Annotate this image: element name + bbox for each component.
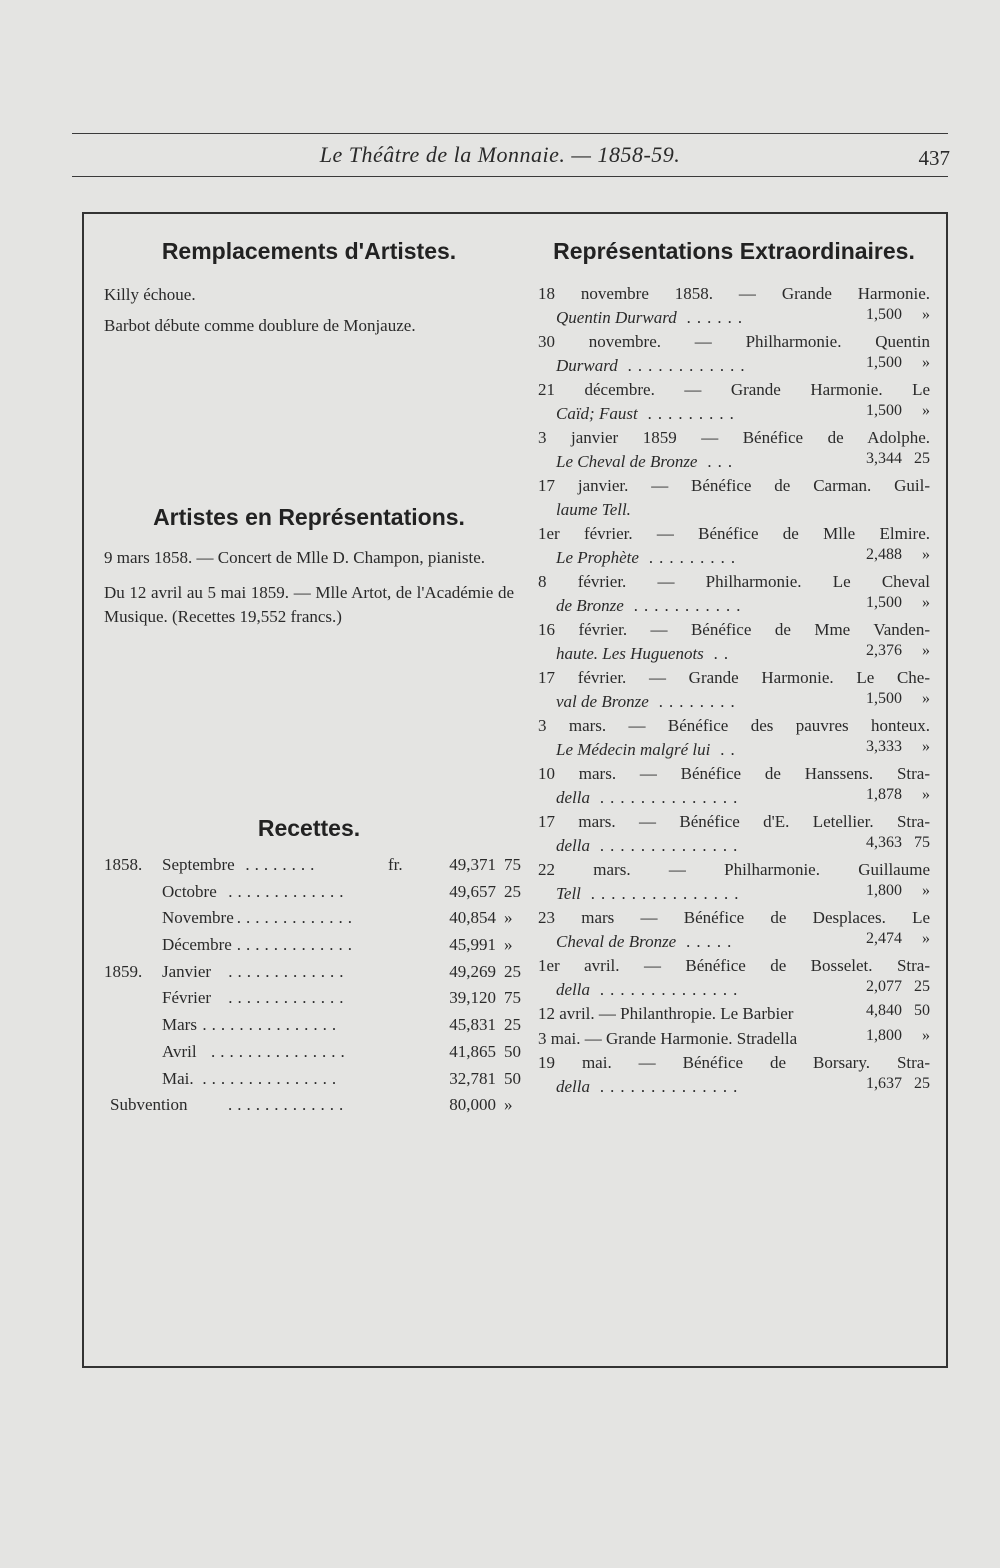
entry-amount: 1,500 xyxy=(866,353,902,371)
extraordinaires-list xyxy=(538,282,930,1098)
leader-dots: ........ xyxy=(648,691,742,711)
entry-cents: » xyxy=(922,641,930,659)
recettes-month: Février xyxy=(162,988,212,1008)
representation-entry xyxy=(538,618,930,665)
entry-title: della xyxy=(556,835,590,855)
entry-title: val de Bronze xyxy=(556,691,649,711)
remplacement-line-1: Killy échoue. xyxy=(104,285,196,304)
leader-dots: ............... xyxy=(211,1041,350,1061)
recettes-month: Décembre xyxy=(162,935,232,955)
representation-entry xyxy=(538,1051,930,1098)
leader-dots: ............. xyxy=(236,908,358,928)
recettes-month: Octobre xyxy=(162,881,217,901)
recettes-year: 1858. xyxy=(104,855,143,874)
recettes-month: Subvention xyxy=(110,1095,188,1115)
representation-entry xyxy=(538,810,930,857)
leader-dots: ......... xyxy=(637,403,741,423)
entry-cents: » xyxy=(922,737,930,755)
recettes-year: 1859. xyxy=(104,961,143,981)
representation-entry xyxy=(538,954,930,1001)
representation-entry xyxy=(538,330,930,377)
representation-entry xyxy=(538,1002,930,1026)
recettes-row xyxy=(104,1041,521,1069)
entry-cents: » xyxy=(922,785,930,803)
entry-line-1: 3 janvier 1859 — Bénéfice de Adolphe. xyxy=(538,428,930,447)
leader-dots: ............... xyxy=(202,1068,342,1088)
leader-dots: .............. xyxy=(590,979,744,999)
recettes-row xyxy=(104,1095,514,1122)
leader-dots: .............. xyxy=(590,787,744,807)
entry-title: della xyxy=(556,787,590,807)
header-rule-top xyxy=(72,133,948,134)
entry-line-1: 10 mars. — Bénéfice de Hanssens. Stra- xyxy=(538,764,930,783)
running-header-title: Le Théâtre de la Monnaie. — 1858-59. xyxy=(319,142,681,167)
leader-dots: ............... xyxy=(580,883,745,903)
representation-entry xyxy=(538,474,930,521)
recettes-amount: 80,000 xyxy=(449,1095,496,1115)
entry-title: Le Cheval de Bronze xyxy=(556,451,698,471)
entry-line-2 xyxy=(538,498,930,522)
entry-line-1: 17 février. — Grande Harmonie. Le Che- xyxy=(538,668,930,687)
entry-title: Quentin Durward xyxy=(556,307,677,327)
leader-dots: ...... xyxy=(676,307,749,327)
entry-amount: 2,376 xyxy=(866,641,902,659)
leader-dots: .............. xyxy=(590,835,744,855)
entry-line-1: 12 avril. — Philanthropie. Le Barbier xyxy=(538,1004,794,1023)
entry-line-1: 3 mars. — Bénéfice des pauvres honteux. xyxy=(538,716,930,735)
representation-entry xyxy=(538,282,930,329)
entry-title: Le Médecin malgré lui xyxy=(556,739,711,759)
entry-cents: » xyxy=(922,689,930,707)
entry-cents: » xyxy=(922,353,930,371)
entry-amount: 1,878 xyxy=(866,785,902,803)
extraordinaires-heading: Représentations Extraordinaires. xyxy=(553,238,915,264)
entry-line-1: 18 novembre 1858. — Grande Harmonie. xyxy=(538,284,930,303)
leader-dots: ..... xyxy=(676,931,738,951)
entry-cents: » xyxy=(922,929,930,947)
recettes-cents: 50 xyxy=(504,1068,521,1088)
recettes-row xyxy=(104,961,521,989)
entry-line-1: 17 mars. — Bénéfice d'E. Letellier. Stra- xyxy=(538,812,930,831)
entry-title: Caïd; Faust xyxy=(556,403,638,423)
recettes-table xyxy=(104,855,521,1122)
leader-dots: ......... xyxy=(638,547,742,567)
leader-dots: ... xyxy=(697,451,739,471)
artistes-heading: Artistes en Représentations. xyxy=(153,504,465,530)
recettes-amount: 49,657 xyxy=(449,881,496,901)
artistes-paragraph-1: 9 mars 1858. — Concert de Mlle D. Champon, pianiste. xyxy=(104,548,486,567)
recettes-row xyxy=(104,908,514,935)
leader-dots: .. xyxy=(703,643,735,663)
entry-amount: 1,637 xyxy=(866,1074,902,1092)
recettes-month: Avril xyxy=(162,1041,197,1061)
recettes-amount: 45,991 xyxy=(449,935,496,955)
recettes-cents: 75 xyxy=(504,855,521,874)
representation-entry xyxy=(538,1027,930,1051)
remplacement-line-2: Barbot débute comme doublure de Monjauze. xyxy=(104,316,416,335)
recettes-amount: 32,781 xyxy=(449,1068,496,1088)
entry-amount: 2,474 xyxy=(866,929,902,947)
representation-entry xyxy=(538,426,930,473)
recettes-cents: 25 xyxy=(504,881,521,901)
artistes-paragraph-2: Du 12 avril au 5 mai 1859. — Mlle Artot, de l'Académie de Musique. (Recettes 19,552 francs.) xyxy=(104,583,514,626)
recettes-month: Janvier xyxy=(162,961,212,981)
entry-amount: 2,077 xyxy=(866,977,902,995)
leader-dots: .. xyxy=(710,739,742,759)
entry-cents: » xyxy=(922,593,930,611)
entry-title: Tell xyxy=(556,883,581,903)
recettes-amount: 39,120 xyxy=(449,988,496,1008)
recettes-row xyxy=(104,1015,521,1042)
recettes-amount: 49,269 xyxy=(449,961,496,981)
entry-amount: 3,333 xyxy=(866,737,902,755)
representation-entry xyxy=(538,666,930,713)
leader-dots: ............. xyxy=(228,881,349,901)
representation-entry xyxy=(538,858,930,905)
entry-title: de Bronze xyxy=(556,595,624,615)
recettes-month: Septembre xyxy=(162,855,235,874)
representation-entry xyxy=(538,570,930,617)
representation-entry xyxy=(538,906,930,953)
header-rule-bottom xyxy=(72,176,948,177)
entry-amount: 1,500 xyxy=(866,305,902,323)
entry-amount: 1,500 xyxy=(866,593,902,611)
recettes-row xyxy=(104,935,514,962)
leader-dots: ............. xyxy=(228,961,349,981)
entry-title: haute. Les Huguenots xyxy=(556,643,704,663)
recettes-cents: » xyxy=(504,1095,513,1115)
representation-entry xyxy=(538,714,930,761)
entry-title: Cheval de Bronze xyxy=(556,931,677,951)
recettes-row xyxy=(104,1068,521,1096)
recettes-row xyxy=(104,988,521,1015)
leader-dots: .............. xyxy=(590,1076,744,1096)
entry-title: laume Tell. xyxy=(556,499,631,519)
entry-cents: 50 xyxy=(914,1002,930,1019)
entry-amount: 2,488 xyxy=(866,545,902,563)
left-column xyxy=(104,232,514,842)
leader-dots: ............... xyxy=(202,1015,342,1035)
leader-dots: ............. xyxy=(236,935,358,955)
entry-amount: 1,800 xyxy=(866,881,902,899)
recettes-cents: 75 xyxy=(504,988,521,1008)
entry-amount: 1,500 xyxy=(866,401,902,419)
entry-title: Durward xyxy=(556,355,618,375)
entry-cents: » xyxy=(922,881,930,899)
entry-line-1: 22 mars. — Philharmonie. Guillaume xyxy=(538,860,930,879)
entry-cents: » xyxy=(922,545,930,563)
page-number: 437 xyxy=(918,146,950,170)
entry-cents: 25 xyxy=(914,449,930,467)
entry-amount: 1,500 xyxy=(866,689,902,707)
currency-label: fr. xyxy=(388,855,403,874)
leader-dots: ........ xyxy=(245,855,320,874)
entry-line-1: 1er avril. — Bénéfice de Bosselet. Stra- xyxy=(538,956,930,975)
entry-title: della xyxy=(556,979,590,999)
entry-title: della xyxy=(556,1076,590,1096)
entry-amount: 4,840 xyxy=(866,1002,902,1019)
entry-line-1: 23 mars — Bénéfice de Desplaces. Le xyxy=(538,908,930,927)
entry-cents: » xyxy=(922,401,930,419)
entry-line-1: 8 février. — Philharmonie. Le Cheval xyxy=(538,572,930,591)
representation-entry xyxy=(538,522,930,569)
entry-title: Le Prophète xyxy=(556,547,639,567)
recettes-cents: » xyxy=(504,908,513,928)
entry-line-1: 30 novembre. — Philharmonie. Quentin xyxy=(538,332,930,351)
recettes-month: Novembre xyxy=(162,908,234,928)
entry-amount: 4,363 xyxy=(866,833,902,851)
recettes-row xyxy=(104,855,521,882)
recettes-cents: 25 xyxy=(504,1015,521,1035)
entry-cents: 25 xyxy=(914,1074,930,1092)
remplacements-heading: Remplacements d'Artistes. xyxy=(161,238,457,264)
entry-cents: » xyxy=(922,1026,930,1044)
recettes-cents: » xyxy=(504,935,513,955)
leader-dots: ............. xyxy=(228,1095,349,1115)
entry-cents: 75 xyxy=(914,833,930,851)
leader-dots: ........... xyxy=(623,595,747,615)
recettes-amount: 49,371 xyxy=(449,855,496,874)
entry-line-1: 3 mai. — Grande Harmonie. Stradella xyxy=(538,1028,798,1048)
recettes-amount: 41,865 xyxy=(449,1041,496,1061)
leader-dots: ............ xyxy=(617,355,751,375)
entry-amount: 3,344 xyxy=(866,449,902,467)
recettes-amount: 45,831 xyxy=(449,1015,496,1035)
recettes-month: Mars xyxy=(162,1015,197,1035)
leader-dots: ............. xyxy=(228,988,349,1008)
entry-line-1: 21 décembre. — Grande Harmonie. Le xyxy=(538,380,930,399)
recettes-amount: 40,854 xyxy=(449,908,496,928)
entry-cents: 25 xyxy=(914,977,930,995)
recettes-month: Mai. xyxy=(162,1068,194,1088)
entry-line-1: 16 février. — Bénéfice de Mme Vanden- xyxy=(538,620,930,639)
entry-line-1: 1er février. — Bénéfice de Mlle Elmire. xyxy=(538,524,930,543)
entry-line-1: 17 janvier. — Bénéfice de Carman. Guil- xyxy=(538,476,930,495)
right-column xyxy=(538,232,930,1099)
recettes-row xyxy=(104,881,521,909)
representation-entry xyxy=(538,378,930,425)
representation-entry xyxy=(538,762,930,809)
entry-cents: » xyxy=(922,305,930,323)
recettes-cents: 25 xyxy=(504,961,521,981)
recettes-heading: Recettes. xyxy=(257,815,361,841)
entry-line-1: 19 mai. — Bénéfice de Borsary. Stra- xyxy=(538,1053,930,1072)
entry-amount: 1,800 xyxy=(866,1026,902,1044)
recettes-cents: 50 xyxy=(504,1041,521,1061)
